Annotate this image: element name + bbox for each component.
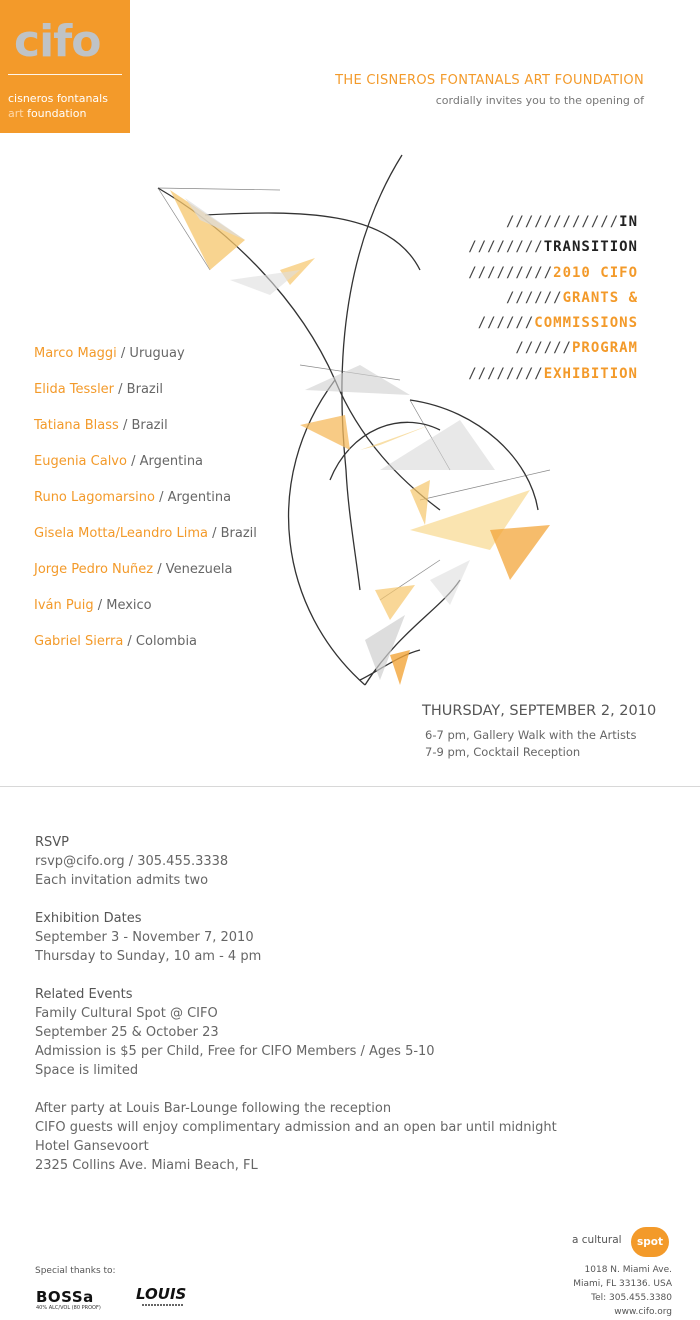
invitation-line: cordially invites you to the opening of xyxy=(435,94,644,107)
artist-country: / Brazil xyxy=(118,418,168,433)
dates-range: September 3 - November 7, 2010 xyxy=(35,930,254,945)
title-word: COMMISSIONS xyxy=(534,315,638,332)
title-slashes: //////// xyxy=(468,239,544,256)
logo-divider xyxy=(8,74,122,75)
artist-item xyxy=(34,382,257,418)
artist-country: / Brazil xyxy=(114,382,163,397)
special-thanks-label: Special thanks to: xyxy=(35,1266,116,1276)
artist-country: / Mexico xyxy=(93,598,152,613)
artist-country: / Uruguay xyxy=(116,346,185,361)
afterparty-line: CIFO guests will enjoy complimentary admission and an open bar until midnight xyxy=(35,1120,557,1135)
related-line: September 25 & October 23 xyxy=(35,1025,219,1040)
artist-name: Iván Puig xyxy=(34,598,94,613)
title-slashes: ///////// xyxy=(468,264,554,281)
related-line: Family Cultural Spot @ CIFO xyxy=(35,1006,218,1021)
rsvp-contact[interactable]: rsvp@cifo.org / 305.455.3338 xyxy=(35,854,229,869)
artist-item xyxy=(34,598,257,634)
title-line xyxy=(468,261,638,286)
artist-country: / Colombia xyxy=(123,634,198,649)
artist-name: Gabriel Sierra xyxy=(34,634,124,649)
artist-country: / Venezuela xyxy=(153,562,233,577)
afterparty-line: 2325 Collins Ave. Miami Beach, FL xyxy=(35,1158,258,1173)
title-word: IN xyxy=(619,214,638,230)
title-line xyxy=(468,286,638,311)
logo-subtitle-line2 xyxy=(8,107,86,120)
title-word: EXHIBITION xyxy=(543,365,638,382)
title-slashes: //////////// xyxy=(505,214,620,230)
artist-item xyxy=(34,562,257,598)
cultural-spot-prefix: a cultural xyxy=(572,1234,622,1246)
bossa-subtext: 40% ALC/VOL (80 PROOF) xyxy=(36,1305,101,1311)
title-slashes: ////// xyxy=(505,289,563,306)
afterparty-line: Hotel Gansevoort xyxy=(35,1139,149,1154)
title-line xyxy=(468,336,638,361)
artist-country: / Brazil xyxy=(207,526,257,541)
address-block xyxy=(573,1263,672,1319)
related-heading: Related Events xyxy=(35,987,133,1002)
artist-item xyxy=(34,526,257,562)
exhibition-title xyxy=(468,210,638,387)
artist-country: / Argentina xyxy=(126,454,204,469)
logo-foundation-word: foundation xyxy=(27,107,87,120)
event-time-gallery-walk: 6-7 pm, Gallery Walk with the Artists xyxy=(425,728,637,742)
section-divider xyxy=(0,786,700,787)
related-line: Space is limited xyxy=(35,1063,139,1078)
artist-item xyxy=(34,490,257,526)
address-website[interactable]: www.cifo.org xyxy=(614,1307,672,1317)
artist-name: Runo Lagomarsino xyxy=(34,490,155,505)
title-word: GRANTS & xyxy=(562,289,638,306)
logo-subtitle-line1: cisneros fontanals xyxy=(8,92,108,105)
artist-name: Tatiana Blass xyxy=(34,418,119,433)
artist-item xyxy=(34,418,257,454)
title-word: TRANSITION xyxy=(543,239,638,256)
address-street: 1018 N. Miami Ave. xyxy=(584,1265,672,1275)
title-slashes: //////// xyxy=(468,365,544,382)
artist-name: Jorge Pedro Nuñez xyxy=(34,562,154,577)
cifo-logo[interactable] xyxy=(0,0,130,133)
title-word: PROGRAM xyxy=(571,340,638,357)
logo-art-word: art xyxy=(8,107,24,120)
artist-item xyxy=(34,454,257,490)
dates-hours: Thursday to Sunday, 10 am - 4 pm xyxy=(35,949,262,964)
artist-name: Elida Tessler xyxy=(34,382,115,397)
bossa-logo[interactable]: BOSSa xyxy=(36,1288,94,1306)
artist-country: / Argentina xyxy=(154,490,232,505)
title-line xyxy=(468,210,638,235)
louis-logo-text: LOUIS xyxy=(136,1285,187,1303)
cultural-spot-badge: spot xyxy=(631,1227,669,1257)
organization-title: THE CISNEROS FONTANALS ART FOUNDATION xyxy=(335,73,644,88)
afterparty-line: After party at Louis Bar-Lounge following the reception xyxy=(35,1101,392,1116)
artist-name: Gisela Motta/Leandro Lima xyxy=(34,526,208,541)
title-line xyxy=(468,362,638,387)
title-slashes: ////// xyxy=(515,340,572,357)
title-line xyxy=(468,235,638,260)
louis-logo[interactable] xyxy=(134,1282,190,1308)
address-phone: Tel: 305.455.3380 xyxy=(591,1293,672,1303)
rsvp-heading: RSVP xyxy=(35,835,70,850)
event-time-reception: 7-9 pm, Cocktail Reception xyxy=(425,745,581,759)
related-line: Admission is $5 per Child, Free for CIFO Members / Ages 5-10 xyxy=(35,1044,435,1059)
artist-item xyxy=(34,634,257,670)
rsvp-note: Each invitation admits two xyxy=(35,873,209,888)
event-date: THURSDAY, SEPTEMBER 2, 2010 xyxy=(422,703,657,719)
title-word: 2010 CIFO xyxy=(553,264,638,281)
dates-heading: Exhibition Dates xyxy=(35,911,142,926)
address-city: Miami, FL 33136. USA xyxy=(573,1279,672,1289)
title-slashes: ////// xyxy=(477,315,535,332)
artist-item xyxy=(34,346,257,382)
logo-wordmark: cifo xyxy=(14,16,101,67)
artist-name: Eugenia Calvo xyxy=(34,454,127,469)
info-section xyxy=(35,833,655,1175)
artist-name: Marco Maggi xyxy=(34,346,117,361)
artist-list xyxy=(34,346,257,670)
title-line xyxy=(468,311,638,336)
